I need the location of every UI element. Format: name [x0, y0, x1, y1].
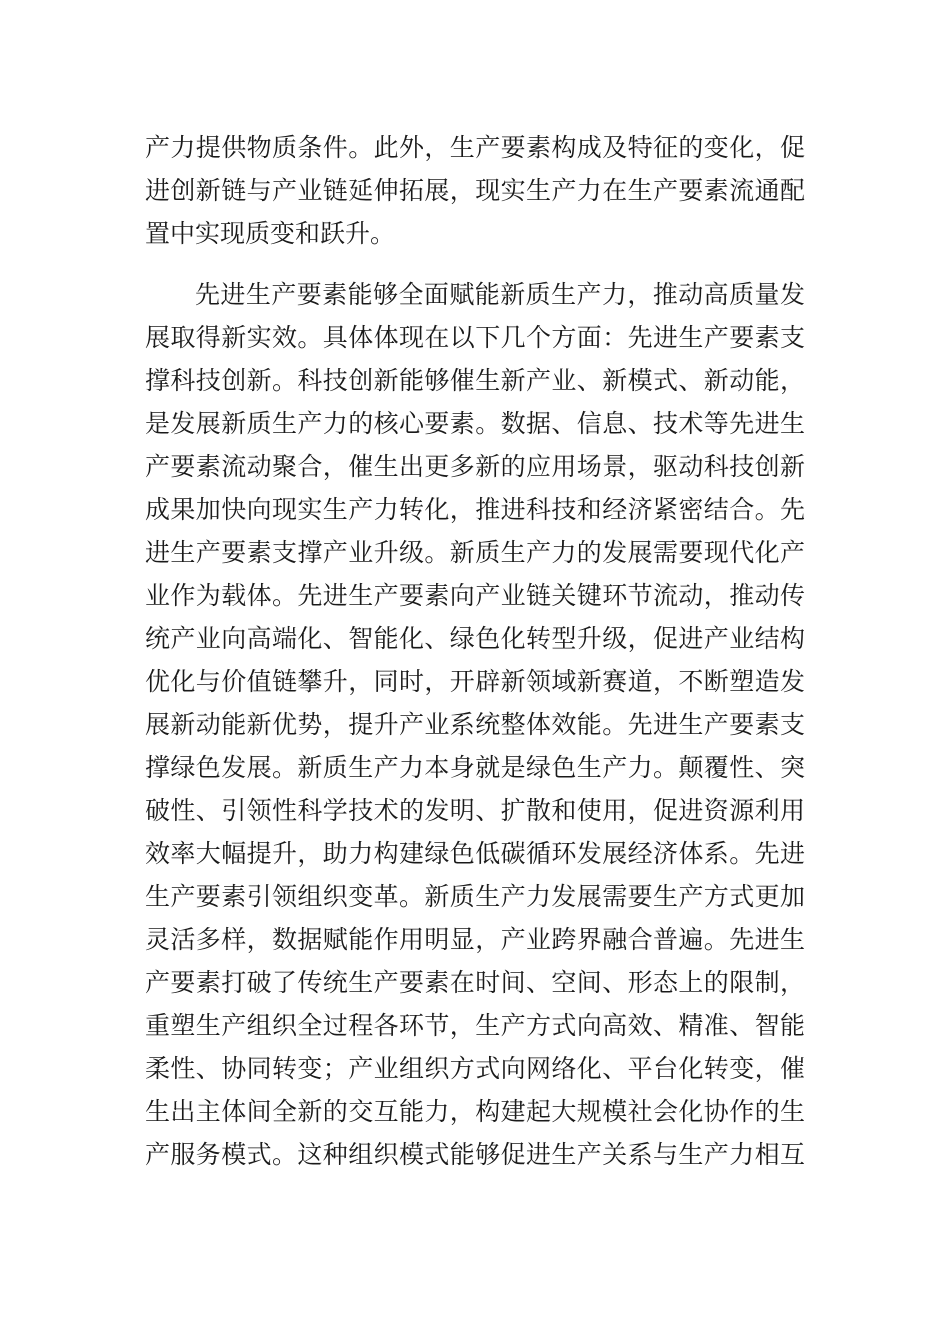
text-line: 生出主体间全新的交互能力，构建起大规模社会化协作的生 [145, 1097, 805, 1126]
text-line: 产力提供物质条件。此外，生产要素构成及特征的变化，促 [145, 133, 805, 162]
text-line: 撑科技创新。科技创新能够催生新产业、新模式、新动能， [145, 366, 805, 395]
text-line: 业作为载体。先进生产要素向产业链关键环节流动，推动传 [145, 581, 805, 610]
text-line: 是发展新质生产力的核心要素。数据、信息、技术等先进生 [145, 409, 805, 438]
text-line: 展新动能新优势，提升产业系统整体效能。先进生产要素支 [145, 710, 805, 739]
text-line: 撑绿色发展。新质生产力本身就是绿色生产力。颠覆性、突 [145, 753, 805, 782]
text-line: 产要素流动聚合，催生出更多新的应用场景，驱动科技创新 [145, 452, 805, 481]
text-line: 产服务模式。这种组织模式能够促进生产关系与生产力相互 [145, 1140, 805, 1169]
text-line: 优化与价值链攀升，同时，开辟新领域新赛道，不断塑造发 [145, 667, 805, 696]
text-line: 统产业向高端化、智能化、绿色化转型升级，促进产业结构 [145, 624, 805, 653]
text-line: 效率大幅提升，助力构建绿色低碳循环发展经济体系。先进 [145, 839, 805, 868]
text-line: 生产要素引领组织变革。新质生产力发展需要生产方式更加 [145, 882, 805, 911]
text-line: 成果加快向现实生产力转化，推进科技和经济紧密结合。先 [145, 495, 805, 524]
text-line: 破性、引领性科学技术的发明、扩散和使用，促进资源利用 [145, 796, 805, 825]
text-line: 重塑生产组织全过程各环节，生产方式向高效、精准、智能 [145, 1011, 805, 1040]
text-line: 柔性、协同转变；产业组织方式向网络化、平台化转变，催 [145, 1054, 805, 1083]
text-line: 灵活多样，数据赋能作用明显，产业跨界融合普遍。先进生 [145, 925, 805, 954]
text-line: 展取得新实效。具体体现在以下几个方面：先进生产要素支 [145, 323, 805, 352]
text-line: 进生产要素支撑产业升级。新质生产力的发展需要现代化产 [145, 538, 805, 567]
text-line: 置中实现质变和跃升。 [145, 219, 396, 248]
text-line: 产要素打破了传统生产要素在时间、空间、形态上的限制， [145, 968, 805, 997]
paragraph-first-line: 先进生产要素能够全面赋能新质生产力，推动高质量发 [195, 280, 805, 309]
text-line: 进创新链与产业链延伸拓展，现实生产力在生产要素流通配 [145, 176, 805, 205]
